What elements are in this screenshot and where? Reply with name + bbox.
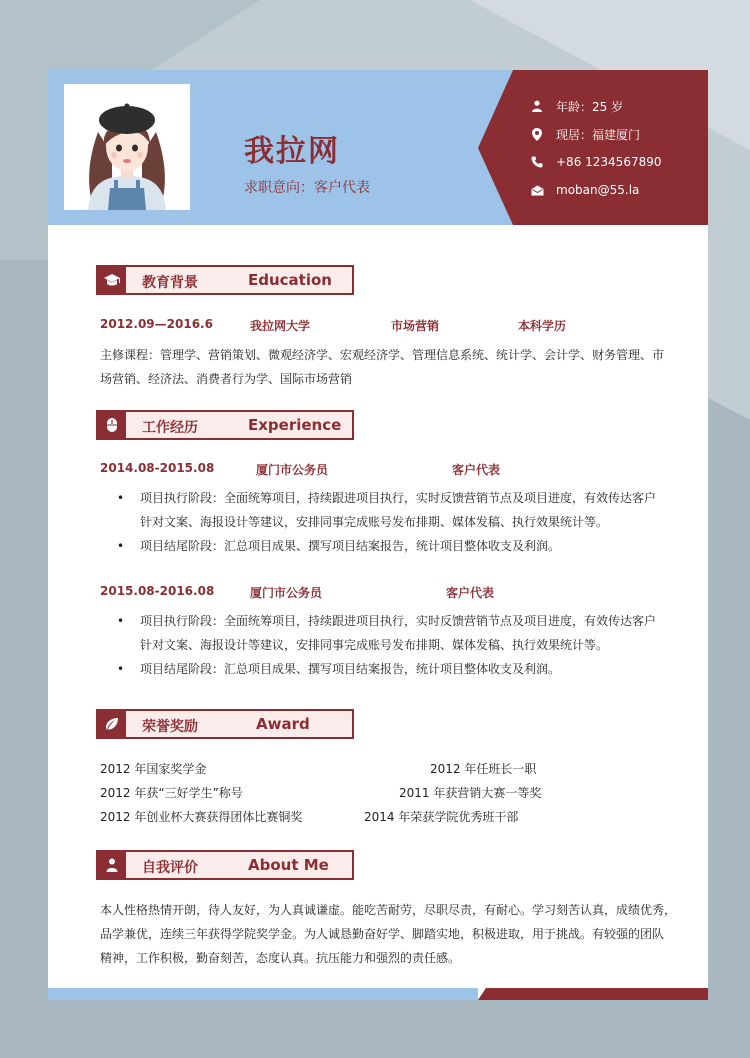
education-courses bbox=[100, 343, 680, 391]
section-about-header bbox=[96, 850, 354, 880]
avatar-illustration bbox=[64, 84, 190, 210]
job-intent: 求职意向：客户代表 bbox=[244, 180, 370, 196]
contact-email bbox=[530, 176, 700, 204]
contact-list bbox=[530, 92, 700, 204]
job-2-bullet-1-line-2: 针对文案、海报设计等建议，安排同事完成账号发布排期、媒体发稿、执行效果统计等。 bbox=[140, 638, 609, 652]
contact-location bbox=[530, 120, 700, 148]
job-1-role: 客户代表 bbox=[452, 463, 501, 477]
contact-age-text: 年龄：25 岁 bbox=[556, 99, 624, 114]
mouse-icon bbox=[98, 412, 126, 438]
person-name: 我拉网 bbox=[244, 134, 340, 169]
section-award-cn: 荣誉奖励 bbox=[142, 719, 198, 735]
phone-icon bbox=[530, 155, 544, 169]
job-2-bullet-1 bbox=[112, 609, 672, 657]
award-item-3: 2012 年获“三好学生”称号 bbox=[100, 786, 243, 800]
job-1-bullets bbox=[112, 486, 672, 558]
job-2-bullet-2: • 项目结尾阶段：汇总项目成果、撰写项目结案报告，统计项目整体收支及利润。 bbox=[112, 657, 672, 681]
section-education-cn: 教育背景 bbox=[142, 275, 198, 291]
job-1-company: 厦门市公务员 bbox=[256, 463, 329, 477]
section-education-header bbox=[96, 265, 354, 295]
education-school: 我拉网大学 bbox=[250, 319, 311, 333]
section-experience-cn: 工作经历 bbox=[142, 420, 198, 436]
mail-icon bbox=[530, 183, 544, 197]
contact-phone bbox=[530, 148, 700, 176]
award-item-1: 2012 年国家奖学金 bbox=[100, 762, 207, 776]
graduation-cap-icon bbox=[98, 267, 126, 293]
leaf-icon bbox=[98, 711, 126, 737]
job-2-period: 2015.08-2016.08 bbox=[100, 584, 215, 598]
person-icon bbox=[530, 99, 544, 113]
education-courses-line-2: 场营销、经济法、消费者行为学、国际市场营销 bbox=[100, 372, 353, 386]
section-about-cn: 自我评价 bbox=[142, 860, 198, 876]
job-2-bullet-1-line-1: • 项目执行阶段：全面统筹项目，持续跟进项目执行，实时反馈营销节点及项目进度，有效传达客户 bbox=[140, 614, 657, 628]
job-2-role: 客户代表 bbox=[446, 586, 495, 600]
section-experience-en: Experience bbox=[248, 416, 342, 434]
job-1-bullet-1-line-1: • 项目执行阶段：全面统筹项目，持续跟进项目执行，实时反馈营销节点及项目进度，有效传达客户 bbox=[140, 491, 657, 505]
job-2-company: 厦门市公务员 bbox=[250, 586, 323, 600]
education-major: 市场营销 bbox=[391, 319, 440, 333]
profile-photo bbox=[64, 84, 190, 210]
about-line-1: 本人性格热情开朗，待人友好，为人真诚谦虚。能吃苦耐劳，尽职尽责，有耐心。学习刻苦认真，成绩优秀， bbox=[100, 903, 677, 917]
education-courses-line-1: 主修课程：管理学、营销策划、微观经济学、宏观经济学、管理信息系统、统计学、会计学、财务管理、市 bbox=[100, 348, 665, 362]
award-item-4: 2011 年获营销大赛一等奖 bbox=[399, 786, 542, 800]
contact-location-text: 现居：福建厦门 bbox=[556, 127, 641, 142]
job-1-period: 2014.08-2015.08 bbox=[100, 461, 215, 475]
about-line-2: 品学兼优，连续三年获得学院奖学金。为人诚恳勤奋好学、脚踏实地，积极进取，用于挑战。有较强的团队 bbox=[100, 927, 665, 941]
section-education-en: Education bbox=[248, 271, 332, 289]
section-about-en: About Me bbox=[248, 856, 329, 874]
education-period: 2012.09—2016.6 bbox=[100, 317, 213, 331]
award-item-2: 2012 年任班长一职 bbox=[430, 762, 537, 776]
resume-page bbox=[48, 70, 708, 1000]
footer-bar-red bbox=[478, 988, 708, 1000]
section-experience-header bbox=[96, 410, 354, 440]
contact-age bbox=[530, 92, 700, 120]
section-award-en: Award bbox=[256, 715, 310, 733]
award-item-6: 2014 年荣获学院优秀班干部 bbox=[364, 810, 519, 824]
job-1-bullet-1-line-2: 针对文案、海报设计等建议，安排同事完成账号发布排期、媒体发稿、执行效果统计等。 bbox=[140, 515, 609, 529]
award-item-5: 2012 年创业杯大赛获得团体比赛铜奖 bbox=[100, 810, 303, 824]
section-award-header bbox=[96, 709, 354, 739]
job-1-bullet-1 bbox=[112, 486, 672, 534]
location-pin-icon bbox=[530, 127, 544, 141]
footer-bar-blue bbox=[48, 988, 478, 1000]
education-degree: 本科学历 bbox=[518, 319, 567, 333]
contact-phone-text: +86 1234567890 bbox=[556, 155, 662, 169]
about-text bbox=[100, 898, 690, 970]
about-line-3: 精神，工作积极，勤奋刻苦，态度认真。抗压能力和强烈的责任感。 bbox=[100, 951, 461, 965]
person-icon bbox=[98, 852, 126, 878]
contact-email-text: moban@55.la bbox=[556, 183, 640, 197]
job-2-bullets bbox=[112, 609, 672, 681]
job-1-bullet-2: • 项目结尾阶段：汇总项目成果、撰写项目结案报告，统计项目整体收支及利润。 bbox=[112, 534, 672, 558]
